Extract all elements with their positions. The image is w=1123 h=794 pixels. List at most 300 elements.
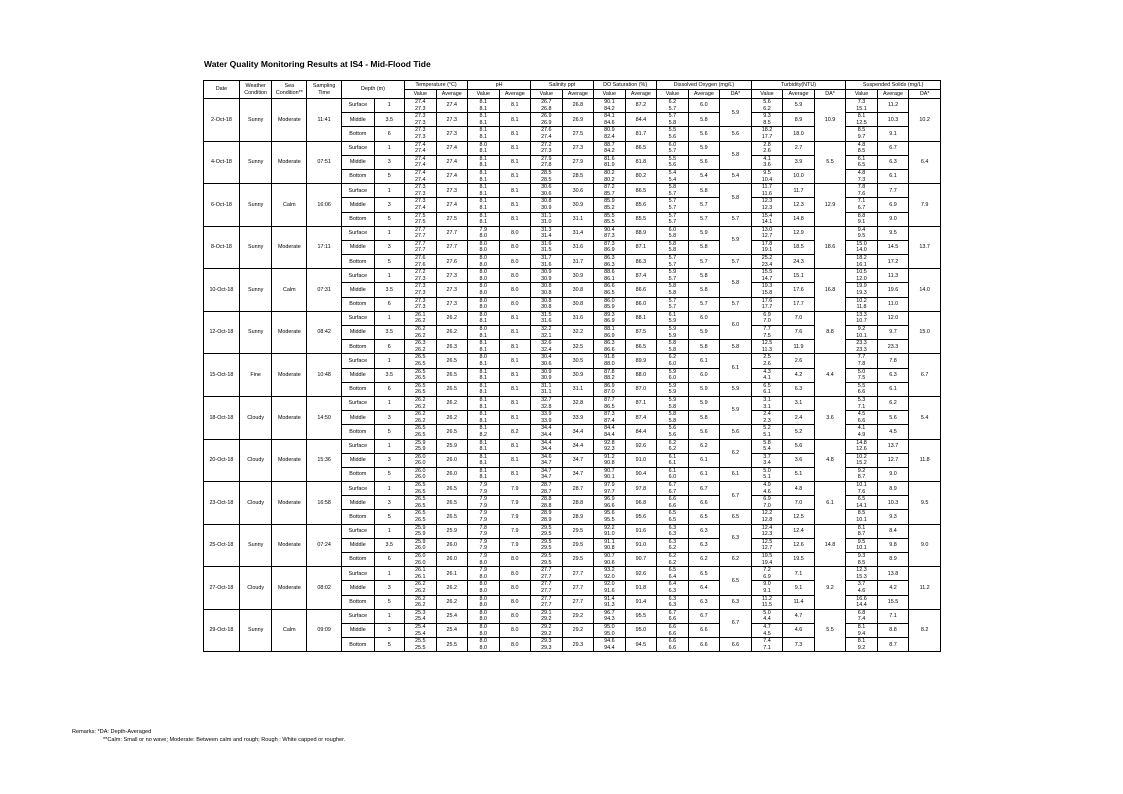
ph-values: 8.0 8.1 [468, 326, 500, 340]
suspended-solids-average: 7.7 [877, 184, 909, 198]
suspended-solids-values: 9.4 9.5 [846, 226, 878, 240]
ph-average: 8.1 [499, 198, 531, 212]
suspended-solids-values: 8.5 9.7 [846, 127, 878, 141]
turbidity-values: 5.0 5.1 [751, 467, 783, 481]
depth-value-cell: 1 [374, 226, 404, 240]
turbidity-values: 15.4 14.1 [751, 212, 783, 226]
suspended-solids-average: 9.0 [877, 467, 909, 481]
suspended-solids-average: 8.8 [877, 623, 909, 637]
suspended-solids-values: 5.3 7.1 [846, 396, 878, 410]
ph-values: 7.9 8.0 [468, 553, 500, 567]
sea-condition-cell: Calm [272, 269, 307, 312]
do-saturation-average: 91.8 [625, 581, 657, 595]
depth-value-cell: 1 [374, 354, 404, 368]
turbidity-average: 12.6 [783, 538, 815, 552]
turbidity-da: 16.8 [814, 269, 846, 312]
ph-average: 8.1 [499, 411, 531, 425]
ph-values: 8.0 8.0 [468, 255, 500, 269]
ph-values: 8.0 8.0 [468, 240, 500, 254]
suspended-solids-values: 9.2 10.1 [846, 326, 878, 340]
depth-value-cell: 3.5 [374, 113, 404, 127]
turbidity-average: 4.7 [783, 609, 815, 623]
dissolved-oxygen-average: 5.8 [688, 113, 720, 127]
do-saturation-average: 84.4 [625, 425, 657, 439]
temperature-values: 26.5 26.5 [405, 425, 437, 439]
salinity-values: 30.8 30.8 [531, 297, 563, 311]
do-saturation-average: 91.6 [625, 524, 657, 538]
dissolved-oxygen-average: 6.2 [688, 553, 720, 567]
do-saturation-values: 91.8 88.0 [594, 354, 626, 368]
suspended-solids-values: 4.5 6.6 [846, 411, 878, 425]
ph-average: 8.0 [499, 297, 531, 311]
do-saturation-average: 86.5 [625, 184, 657, 198]
salinity-values: 31.5 31.6 [531, 311, 563, 325]
depth-value-cell: 5 [374, 638, 404, 652]
depth-value-cell: 3 [374, 155, 404, 169]
dissolved-oxygen-values: 6.4 6.3 [657, 581, 689, 595]
depth-value-cell: 5 [374, 595, 404, 609]
temperature-values: 26.3 26.2 [405, 340, 437, 354]
dissolved-oxygen-values: 5.9 5.9 [657, 382, 689, 396]
ph-average: 8.0 [499, 240, 531, 254]
depth-level-cell: Middle [341, 496, 374, 510]
salinity-average: 32.2 [562, 326, 594, 340]
table-row [204, 567, 941, 581]
dissolved-oxygen-values: 6.1 6.0 [657, 467, 689, 481]
salinity-values: 32.6 32.4 [531, 340, 563, 354]
ph-average: 8.1 [499, 396, 531, 410]
turbidity-average: 5.1 [783, 467, 815, 481]
date-cell: 2-Oct-18 [204, 99, 240, 142]
dissolved-oxygen-values: 6.5 6.4 [657, 567, 689, 581]
suspended-solids-average: 12.0 [877, 311, 909, 325]
do-saturation-average: 97.8 [625, 482, 657, 496]
temperature-average: 27.3 [436, 184, 468, 198]
salinity-average: 28.8 [562, 496, 594, 510]
suspended-solids-average: 17.2 [877, 255, 909, 269]
header-subcolumn: Value [846, 90, 878, 99]
depth-value-cell: 3.5 [374, 326, 404, 340]
salinity-average: 28.9 [562, 510, 594, 524]
table-header [204, 81, 941, 99]
turbidity-values: 6.9 7.0 [751, 496, 783, 510]
dissolved-oxygen-values: 5.8 5.8 [657, 283, 689, 297]
turbidity-da: 6.1 [814, 482, 846, 525]
remarks [72, 729, 345, 745]
suspended-solids-average: 11.3 [877, 269, 909, 283]
turbidity-da: 5.5 [814, 609, 846, 652]
depth-level-cell: Bottom [341, 127, 374, 141]
ph-average: 8.1 [499, 439, 531, 453]
do-saturation-average: 81.8 [625, 155, 657, 169]
dissolved-oxygen-values: 6.7 6.6 [657, 609, 689, 623]
dissolved-oxygen-average: 6.7 [688, 609, 720, 623]
ph-values: 8.0 8.0 [468, 609, 500, 623]
do-saturation-average: 87.1 [625, 240, 657, 254]
temperature-values: 25.9 26.0 [405, 538, 437, 552]
header-time: Sampling Time [307, 81, 342, 99]
depth-level-cell: Middle [341, 326, 374, 340]
dissolved-oxygen-da-bottom: 6.1 [720, 467, 752, 481]
depth-level-cell: Surface [341, 226, 374, 240]
turbidity-values: 3.1 3.1 [751, 396, 783, 410]
turbidity-average: 4.8 [783, 482, 815, 496]
temperature-values: 26.5 26.5 [405, 510, 437, 524]
suspended-solids-values: 5.5 6.6 [846, 382, 878, 396]
ph-average: 8.1 [499, 113, 531, 127]
ph-average: 8.1 [499, 169, 531, 183]
turbidity-values: 4.9 4.6 [751, 482, 783, 496]
remarks-line-2: **Calm: Small or no wave; Moderate: Between calm and rough; Rough : White capped or rougher. [103, 736, 346, 743]
dissolved-oxygen-da-upper: 6.0 [720, 311, 752, 339]
temperature-values: 27.4 27.4 [405, 155, 437, 169]
depth-level-cell: Middle [341, 240, 374, 254]
temperature-average: 26.5 [436, 510, 468, 524]
depth-value-cell: 1 [374, 311, 404, 325]
ph-average: 8.1 [499, 155, 531, 169]
turbidity-da: 9.2 [814, 567, 846, 610]
do-saturation-values: 86.0 85.9 [594, 297, 626, 311]
sampling-time-cell: 08:02 [307, 567, 342, 610]
sampling-time-cell: 07:24 [307, 524, 342, 567]
suspended-solids-average: 9.8 [877, 538, 909, 552]
dissolved-oxygen-values: 6.2 6.2 [657, 439, 689, 453]
depth-level-cell: Bottom [341, 553, 374, 567]
suspended-solids-average: 8.7 [877, 638, 909, 652]
weather-cell: Sunny [239, 524, 272, 567]
temperature-values: 27.5 27.5 [405, 212, 437, 226]
turbidity-da: 4.4 [814, 354, 846, 397]
ph-values: 8.1 8.1 [468, 184, 500, 198]
do-saturation-values: 88.6 86.1 [594, 269, 626, 283]
temperature-values: 26.0 26.0 [405, 467, 437, 481]
suspended-solids-values: 23.3 23.3 [846, 340, 878, 354]
do-saturation-values: 90.7 90.6 [594, 553, 626, 567]
suspended-solids-average: 7.1 [877, 609, 909, 623]
suspended-solids-values: 10.2 15.2 [846, 453, 878, 467]
salinity-values: 28.8 28.8 [531, 496, 563, 510]
dissolved-oxygen-average: 5.7 [688, 198, 720, 212]
depth-value-cell: 6 [374, 382, 404, 396]
suspended-solids-average: 11.0 [877, 297, 909, 311]
depth-value-cell: 3.5 [374, 283, 404, 297]
temperature-average: 26.2 [436, 595, 468, 609]
ph-values: 8.1 8.1 [468, 340, 500, 354]
depth-value-cell: 3 [374, 240, 404, 254]
date-cell: 20-Oct-18 [204, 439, 240, 482]
do-saturation-values: 90.7 90.1 [594, 467, 626, 481]
sea-condition-cell: Moderate [272, 439, 307, 482]
temperature-average: 26.5 [436, 482, 468, 496]
temperature-average: 27.4 [436, 198, 468, 212]
header-subcolumn: Value [405, 90, 437, 99]
salinity-average: 27.7 [562, 567, 594, 581]
turbidity-values: 7.4 7.1 [751, 638, 783, 652]
depth-level-cell: Bottom [341, 255, 374, 269]
ph-average: 7.9 [499, 538, 531, 552]
weather-cell: Cloudy [239, 567, 272, 610]
sea-condition-cell: Calm [272, 184, 307, 227]
depth-level-cell: Surface [341, 439, 374, 453]
ph-average: 8.0 [499, 553, 531, 567]
date-cell: 6-Oct-18 [204, 184, 240, 227]
do-saturation-values: 84.1 84.6 [594, 113, 626, 127]
ph-average: 8.1 [499, 453, 531, 467]
suspended-solids-average: 6.9 [877, 198, 909, 212]
salinity-values: 28.9 28.9 [531, 510, 563, 524]
turbidity-average: 4.6 [783, 623, 815, 637]
turbidity-values: 4.7 4.5 [751, 623, 783, 637]
ph-values: 8.1 8.1 [468, 453, 500, 467]
date-cell: 4-Oct-18 [204, 141, 240, 184]
temperature-average: 27.4 [436, 155, 468, 169]
dissolved-oxygen-values: 5.6 5.6 [657, 425, 689, 439]
suspended-solids-average: 4.5 [877, 425, 909, 439]
turbidity-average: 4.2 [783, 368, 815, 382]
dissolved-oxygen-average: 5.8 [688, 240, 720, 254]
temperature-values: 27.7 27.7 [405, 226, 437, 240]
sampling-time-cell: 07:51 [307, 141, 342, 184]
suspended-solids-average: 5.6 [877, 411, 909, 425]
do-saturation-average: 87.0 [625, 382, 657, 396]
depth-value-cell: 3 [374, 581, 404, 595]
header-subcolumn: DA* [814, 90, 846, 99]
temperature-average: 26.0 [436, 538, 468, 552]
weather-cell: Sunny [239, 141, 272, 184]
temperature-average: 27.4 [436, 99, 468, 113]
sea-condition-cell: Moderate [272, 524, 307, 567]
do-saturation-average: 87.1 [625, 396, 657, 410]
depth-level-cell: Surface [341, 609, 374, 623]
suspended-solids-average: 11.2 [877, 99, 909, 113]
salinity-values: 31.6 31.5 [531, 240, 563, 254]
salinity-values: 29.5 29.5 [531, 538, 563, 552]
salinity-values: 29.3 29.3 [531, 638, 563, 652]
ph-average: 7.9 [499, 510, 531, 524]
depth-level-cell: Bottom [341, 425, 374, 439]
table-row [204, 141, 941, 155]
turbidity-average: 11.4 [783, 595, 815, 609]
turbidity-average: 18.5 [783, 240, 815, 254]
turbidity-average: 12.4 [783, 524, 815, 538]
salinity-average: 27.7 [562, 595, 594, 609]
turbidity-average: 7.6 [783, 326, 815, 340]
depth-value-cell: 1 [374, 524, 404, 538]
turbidity-average: 9.1 [783, 581, 815, 595]
depth-value-cell: 5 [374, 467, 404, 481]
temperature-average: 27.3 [436, 283, 468, 297]
suspended-solids-values: 8.1 9.4 [846, 623, 878, 637]
salinity-average: 29.2 [562, 609, 594, 623]
ph-values: 8.1 8.1 [468, 439, 500, 453]
turbidity-values: 7.2 6.9 [751, 567, 783, 581]
turbidity-da: 3.6 [814, 396, 846, 439]
dissolved-oxygen-da-upper: 5.8 [720, 141, 752, 169]
do-saturation-values: 91.1 90.8 [594, 538, 626, 552]
table-row [204, 311, 941, 325]
ph-values: 7.9 7.9 [468, 482, 500, 496]
dissolved-oxygen-values: 5.9 5.8 [657, 396, 689, 410]
header-date: Date [204, 81, 240, 99]
temperature-values: 26.1 26.1 [405, 567, 437, 581]
header-subcolumn: Average [436, 90, 468, 99]
depth-level-cell: Surface [341, 396, 374, 410]
depth-value-cell: 3 [374, 198, 404, 212]
do-saturation-values: 90.1 84.2 [594, 99, 626, 113]
turbidity-values: 13.0 12.7 [751, 226, 783, 240]
suspended-solids-values: 13.3 10.7 [846, 311, 878, 325]
depth-level-cell: Middle [341, 198, 374, 212]
header-subcolumn: DA* [720, 90, 752, 99]
suspended-solids-values: 18.2 16.1 [846, 255, 878, 269]
suspended-solids-values: 9.2 8.7 [846, 467, 878, 481]
turbidity-average: 14.8 [783, 212, 815, 226]
dissolved-oxygen-da-upper: 6.3 [720, 524, 752, 552]
suspended-solids-average: 10.3 [877, 496, 909, 510]
do-saturation-average: 91.0 [625, 453, 657, 467]
turbidity-average: 24.3 [783, 255, 815, 269]
turbidity-average: 3.9 [783, 155, 815, 169]
table-row [204, 269, 941, 283]
do-saturation-average: 80.2 [625, 169, 657, 183]
turbidity-average: 5.9 [783, 99, 815, 113]
turbidity-values: 19.5 19.4 [751, 553, 783, 567]
temperature-values: 27.7 27.7 [405, 240, 437, 254]
dissolved-oxygen-average: 5.8 [688, 269, 720, 283]
turbidity-values: 9.3 8.5 [751, 113, 783, 127]
salinity-average: 29.3 [562, 638, 594, 652]
temperature-values: 26.2 26.2 [405, 326, 437, 340]
depth-level-cell: Bottom [341, 595, 374, 609]
dissolved-oxygen-da-bottom: 5.7 [720, 297, 752, 311]
ph-average: 8.1 [499, 368, 531, 382]
do-saturation-average: 88.0 [625, 368, 657, 382]
temperature-average: 26.1 [436, 567, 468, 581]
do-saturation-values: 86.9 87.0 [594, 382, 626, 396]
dissolved-oxygen-values: 6.3 6.3 [657, 595, 689, 609]
salinity-values: 26.7 26.8 [531, 99, 563, 113]
date-cell: 18-Oct-18 [204, 396, 240, 439]
temperature-values: 27.3 27.3 [405, 297, 437, 311]
dissolved-oxygen-values: 6.7 6.7 [657, 482, 689, 496]
dissolved-oxygen-values: 6.5 6.5 [657, 510, 689, 524]
header-group: Turbidity(NTU) [751, 81, 846, 90]
do-saturation-values: 89.3 86.9 [594, 311, 626, 325]
ph-values: 8.1 8.1 [468, 467, 500, 481]
salinity-average: 29.5 [562, 524, 594, 538]
turbidity-average: 11.9 [783, 340, 815, 354]
suspended-solids-values: 6.1 6.5 [846, 155, 878, 169]
suspended-solids-average: 9.5 [877, 226, 909, 240]
turbidity-da: 4.8 [814, 439, 846, 482]
temperature-values: 27.6 27.6 [405, 255, 437, 269]
salinity-values: 26.9 26.9 [531, 113, 563, 127]
date-cell: 12-Oct-18 [204, 311, 240, 354]
depth-value-cell: 1 [374, 609, 404, 623]
do-saturation-values: 80.2 80.2 [594, 169, 626, 183]
dissolved-oxygen-da-bottom: 5.6 [720, 127, 752, 141]
sampling-time-cell: 15:36 [307, 439, 342, 482]
ph-values: 8.0 8.0 [468, 581, 500, 595]
turbidity-average: 2.6 [783, 354, 815, 368]
depth-value-cell: 5 [374, 255, 404, 269]
turbidity-average: 11.7 [783, 184, 815, 198]
dissolved-oxygen-values: 6.3 6.2 [657, 538, 689, 552]
salinity-average: 31.1 [562, 212, 594, 226]
do-saturation-values: 87.3 87.4 [594, 411, 626, 425]
suspended-solids-average: 9.0 [877, 212, 909, 226]
depth-value-cell: 5 [374, 510, 404, 524]
depth-level-cell: Middle [341, 283, 374, 297]
dissolved-oxygen-da-bottom: 5.6 [720, 425, 752, 439]
suspended-solids-da: 11.8 [909, 439, 941, 482]
weather-cell: Cloudy [239, 439, 272, 482]
dissolved-oxygen-da-upper: 6.1 [720, 354, 752, 382]
dissolved-oxygen-average: 6.6 [688, 496, 720, 510]
header-subcolumn: Value [468, 90, 500, 99]
temperature-values: 25.4 25.4 [405, 623, 437, 637]
suspended-solids-values: 10.5 12.0 [846, 269, 878, 283]
ph-values: 7.9 7.9 [468, 496, 500, 510]
suspended-solids-values: 8.1 8.7 [846, 524, 878, 538]
weather-cell: Cloudy [239, 396, 272, 439]
table-row [204, 482, 941, 496]
depth-value-cell: 6 [374, 297, 404, 311]
suspended-solids-values: 19.9 19.3 [846, 283, 878, 297]
dissolved-oxygen-average: 6.0 [688, 311, 720, 325]
dissolved-oxygen-values: 5.5 5.6 [657, 155, 689, 169]
salinity-average: 34.4 [562, 425, 594, 439]
turbidity-average: 5.6 [783, 439, 815, 453]
do-saturation-average: 86.6 [625, 283, 657, 297]
temperature-values: 26.0 26.0 [405, 453, 437, 467]
do-saturation-values: 85.9 85.2 [594, 198, 626, 212]
dissolved-oxygen-average: 5.7 [688, 255, 720, 269]
dissolved-oxygen-average: 5.8 [688, 184, 720, 198]
dissolved-oxygen-average: 5.9 [688, 141, 720, 155]
dissolved-oxygen-values: 5.7 5.7 [657, 255, 689, 269]
temperature-average: 27.4 [436, 141, 468, 155]
temperature-average: 25.4 [436, 609, 468, 623]
ph-average: 8.1 [499, 354, 531, 368]
dissolved-oxygen-da-upper: 6.2 [720, 439, 752, 467]
dissolved-oxygen-average: 5.7 [688, 212, 720, 226]
dissolved-oxygen-average: 6.3 [688, 538, 720, 552]
dissolved-oxygen-average: 6.1 [688, 453, 720, 467]
temperature-values: 26.5 26.5 [405, 496, 437, 510]
do-saturation-average: 87.4 [625, 411, 657, 425]
dissolved-oxygen-average: 5.6 [688, 127, 720, 141]
ph-values: 8.1 8.1 [468, 127, 500, 141]
ph-average: 7.9 [499, 524, 531, 538]
suspended-solids-average: 4.2 [877, 581, 909, 595]
temperature-average: 26.5 [436, 354, 468, 368]
depth-value-cell: 3.5 [374, 368, 404, 382]
do-saturation-values: 92.8 92.3 [594, 439, 626, 453]
dissolved-oxygen-da-bottom: 5.7 [720, 212, 752, 226]
sampling-time-cell: 10:48 [307, 354, 342, 397]
dissolved-oxygen-average: 5.8 [688, 411, 720, 425]
do-saturation-values: 86.3 86.6 [594, 340, 626, 354]
ph-average: 8.0 [499, 255, 531, 269]
dissolved-oxygen-da-bottom: 6.3 [720, 595, 752, 609]
do-saturation-values: 95.0 95.0 [594, 623, 626, 637]
depth-level-cell: Middle [341, 411, 374, 425]
temperature-average: 25.4 [436, 623, 468, 637]
depth-level-cell: Surface [341, 269, 374, 283]
suspended-solids-values: 8.1 12.5 [846, 113, 878, 127]
ph-values: 8.0 8.0 [468, 623, 500, 637]
